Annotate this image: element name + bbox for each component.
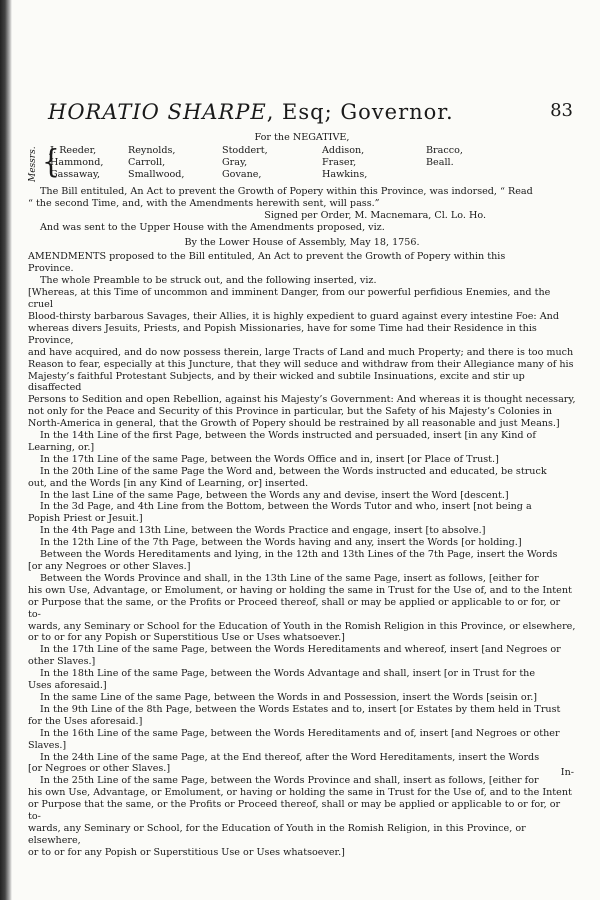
negative-heading: For the NEGATIVE, [254,132,350,143]
text-line: In the 16th Line of the same Page, between the Words Hereditaments and of, insert [and Negroes or other [40,727,560,739]
endorsement-line: “ the second Time, and, with the Amendments herewith sent, will pass.” [28,197,380,209]
text-line: not only for the Peace and Security of this Province in particular, but the Safety of his Majesty’s Colonies in [28,406,553,418]
text-line: [Whereas, at this Time of uncommon and imminent Danger, from our powerful perfidious Enemies, and the cruel [28,287,551,311]
member-name: Hammond, [50,156,104,168]
text-line: Learning, or.] [28,441,95,453]
text-line: In the 24th Line of the same Page, at the End thereof, after the Word Hereditaments, insert the Words [40,751,540,763]
text-line: The whole Preamble to be struck out, and the following inserted, viz. [40,275,377,287]
text-line: In the 17th Line of the same Page, between the Words Hereditaments and whereof, insert [and Negroes or [40,644,561,656]
text-line: or Purpose that the same, or the Profits or Proceed thereof, shall or may be applied or applicable to or for, or to- [28,596,561,620]
text-line: and have acquired, and do now possess therein, large Tracts of Land and much Property; and there is too much [28,346,574,358]
text-line: or to or for any Popish or Superstitious Use or Uses whatsoever.] [28,632,345,644]
messrs-label: Messrs. [28,146,38,182]
text-line: wards, any Seminary or School for the Education of Youth in the Romish Religion in this Province, or elsewhere, [28,620,576,632]
page-header [48,98,573,128]
member-name [516,169,576,181]
sent-line: And was sent to the Upper House with the Amendments proposed, viz. [40,221,385,233]
text-line: out, and the Words [in any Kind of Learning, or] inserted. [28,477,309,489]
text-line: In the 14th Line of the first Page, between the Words instructed and persuaded, insert [in any Kind of [40,430,536,442]
member-name [516,157,576,169]
text-line: In the same Line of the same Page, between the Words in and Possession, insert the Words [seisin or.] [40,691,538,703]
text-line: for the Uses aforesaid.] [28,715,143,727]
text-line: Popish Priest or Jesuit.] [28,513,143,525]
member-name: Reynolds, [128,144,176,156]
text-line: AMENDMENTS proposed to the Bill entituled, An Act to prevent the Growth of Popery within this [28,251,506,263]
text-line: Province. [28,263,74,275]
member-name: Gassaway, [50,168,101,180]
text-line: or to or for any Popish or Superstitious Use or Uses whatsoever.] [28,846,345,858]
text-line: In the 12th Line of the 7th Page, between the Words having and any, insert the Words [or holding.] [40,537,522,549]
member-name [426,169,516,181]
text-line: In the 25th Line of the same Page, between the Words Province and shall, insert as follows, [either for [40,775,539,787]
text-line: In the 17th Line of the same Page, between the Words Office and in, insert [or Place of Trust.] [40,453,499,465]
member-name: Gray, [222,156,248,168]
text-line: In the 18th Line of the same Page, between the Words Advantage and shall, insert [or in Trust for the [40,668,536,680]
member-name: Carroll, [128,156,166,168]
catchword: In- [560,767,574,778]
text-line: [or Negroes or other Slaves.] [28,763,171,775]
text-line: whereas divers Jesuits, Priests, and Popish Missionaries, have for some Time had their Residence in this Province, [28,322,537,346]
member-name: Fraser, [322,156,357,168]
text-line: In the 4th Page and 13th Line, between the Words Practice and engage, insert [to absolve.] [40,525,486,537]
member-name: Stoddert, [222,144,268,156]
text-line: Uses aforesaid.] [28,680,107,692]
text-line: Majesty’s faithful Protestant Subjects, and by their wicked and subtile Insinuations, excite and stir up disaffected [28,370,525,394]
text-line: In the 20th Line of the same Page the Word and, between the Words instructed and educated, be struck [40,465,547,477]
member-name: J. Reeder, [50,144,97,156]
text-line: wards, any Seminary or School, for the Education of Youth in the Romish Religion, in this Province, or elsewhere, [28,822,526,846]
member-name: Hawkins, [322,168,368,180]
text-line: Persons to Sedition and open Rebellion, against his Majesty’s Government: And whereas it is thought necessary, [28,394,576,406]
text-line: other Slaves.] [28,656,96,668]
member-name: Beall. [426,156,454,168]
text-line: his own Use, Advantage, or Emolument, or having or holding the same in Trust for the Use of, and to the Intent [28,584,572,596]
text-line: his own Use, Advantage, or Emolument, or having or holding the same in Trust for the Use of, and to the Intent [28,787,572,799]
running-title-rest: , Esq; Governor. [266,100,454,124]
member-name: Addison, [322,144,365,156]
text-line: Reason to fear, especially at this Juncture, that they will seduce and withdraw from their Allegiance many of his [28,358,574,370]
text-line: Between the Words Province and shall, in the 13th Line of the same Page, insert as follows, [either for [40,572,539,584]
member-name [516,145,576,157]
member-name: Smallwood, [128,168,185,180]
text-line: In the last Line of the same Page, between the Words any and devise, insert the Word [descent.] [40,489,509,501]
text-line: [or any Negroes or other Slaves.] [28,561,191,572]
brace-icon: { [42,142,60,181]
running-title-name: HORATIO SHARPE [48,100,267,124]
page-number: 83 [550,100,573,121]
negative-members [28,142,576,183]
endorsement-line: The Bill entituled, An Act to prevent the Growth of Popery within this Province, was indorsed, “ Read [40,185,533,197]
page-edge-shadow [0,0,12,900]
text-line: In the 9th Line of the 8th Page, between the Words Estates and to, insert [or Estates by them held in Trust [40,703,561,715]
member-name: Bracco, [426,144,463,156]
running-title [48,100,454,124]
body-text [28,132,576,859]
member-name: Govane, [222,168,262,180]
member-names [50,145,576,181]
lower-house-heading: By the Lower House of Assembly, May 18, 1756. [184,236,420,248]
text-line: Slaves.] [28,739,67,751]
text-line: or Purpose that the same, or the Profits or Proceed thereof, shall or may be applied or applicable to or for, or to- [28,799,561,823]
text-line: Between the Words Hereditaments and lying, in the 12th and 13th Lines of the 7th Page, insert the Words [40,549,558,561]
signature-line: Signed per Order, M. Macnemara, Cl. Lo. Ho. [264,209,486,221]
text-line: Blood-thirsty barbarous Savages, their Allies, it is highly expedient to guard against every intestine Foe: And [28,310,559,322]
text-line: In the 3d Page, and 4th Line from the Bottom, between the Words Tutor and who, insert [not being a [40,501,532,513]
text-line: North-America in general, that the Growth of Popery should be restrained by all reasonable and just Means.] [28,418,560,430]
